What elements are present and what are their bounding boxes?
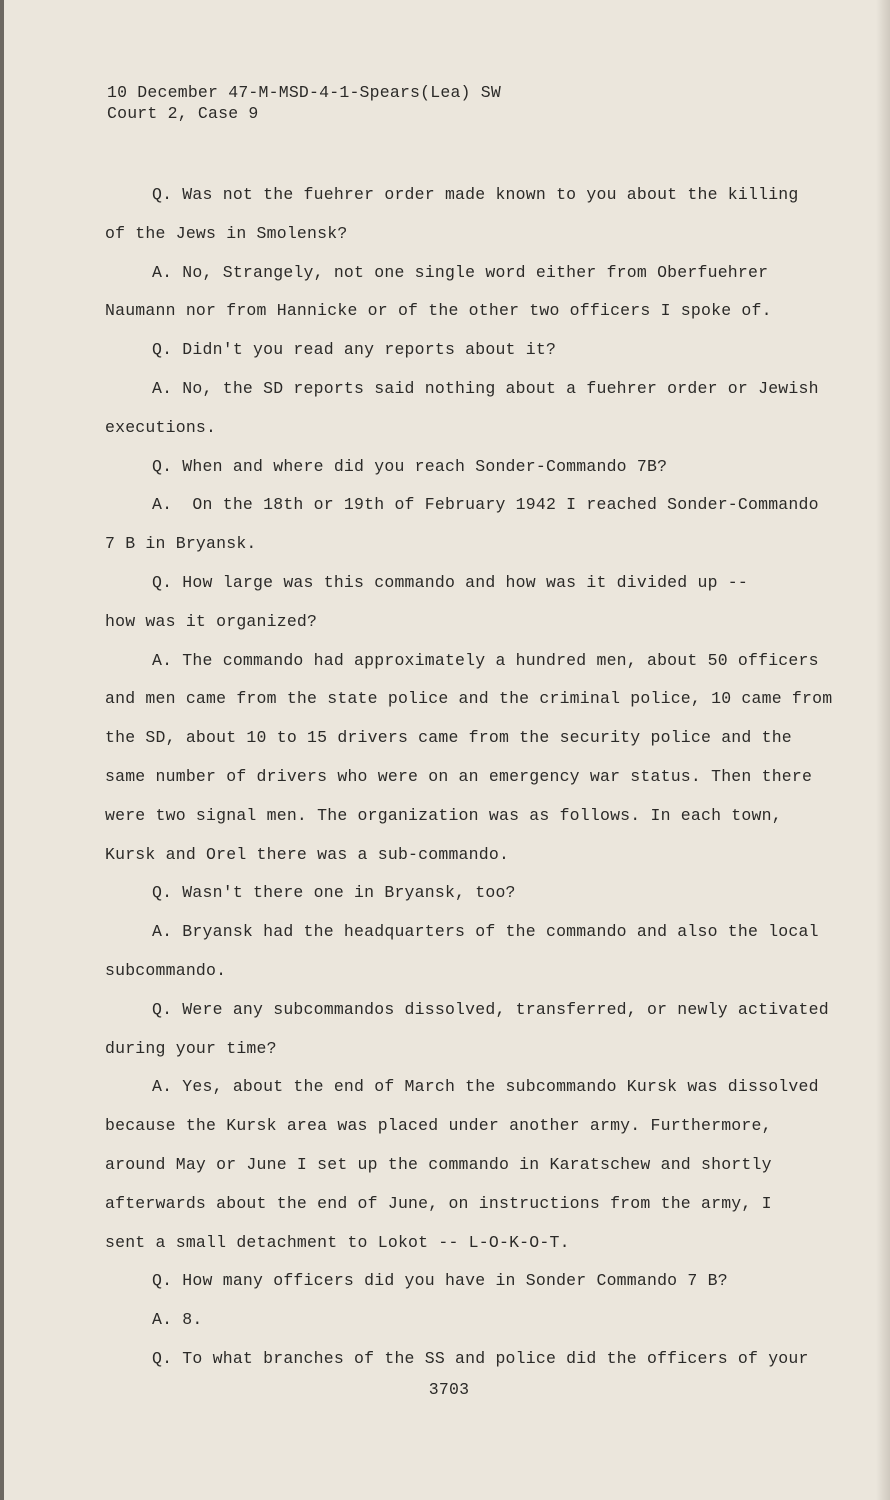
transcript-line: afterwards about the end of June, on instructions from the army, I	[105, 1193, 772, 1213]
transcript-line: of the Jews in Smolensk?	[105, 223, 348, 243]
transcript-line: Q. When and where did you reach Sonder-Commando 7B?	[152, 456, 668, 476]
transcript-line: how was it organized?	[105, 611, 318, 631]
transcript-line: Naumann nor from Hannicke or of the other two officers I spoke of.	[105, 301, 772, 321]
transcript-line: same number of drivers who were on an emergency war status. Then there	[105, 766, 813, 786]
transcript-line: A. No, the SD reports said nothing about a fuehrer order or Jewish	[152, 378, 819, 398]
transcript-line: executions.	[105, 417, 217, 437]
transcript-line: A. 8.	[152, 1310, 203, 1330]
transcript-line: Q. How many officers did you have in Sonder Commando 7 B?	[152, 1271, 728, 1291]
document-header	[107, 82, 501, 124]
transcript-line: A. On the 18th or 19th of February 1942 I reached Sonder-Commando	[152, 495, 819, 515]
transcript-line: Kursk and Orel there was a sub-commando.	[105, 844, 510, 864]
transcript-line: Q. Was not the fuehrer order made known to you about the killing	[152, 185, 799, 204]
transcript-line: A. No, Strangely, not one single word either from Oberfuehrer	[152, 262, 769, 282]
transcript-line: Q. Were any subcommandos dissolved, transferred, or newly activated	[152, 999, 829, 1019]
transcript-line: and men came from the state police and the criminal police, 10 came from	[105, 689, 833, 709]
transcript-line: Q. Didn't you read any reports about it?	[152, 340, 557, 360]
transcript-line: A. The commando had approximately a hundred men, about 50 officers	[152, 650, 819, 670]
header-court-line: Court 2, Case 9	[107, 104, 259, 123]
transcript-line: A. Bryansk had the headquarters of the commando and also the local	[152, 922, 819, 942]
transcript-line: Q. To what branches of the SS and police did the officers of your	[152, 1348, 809, 1368]
transcript-line: A. Yes, about the end of March the subcommando Kursk was dissolved	[152, 1077, 819, 1097]
transcript-line: the SD, about 10 to 15 drivers came from the security police and the	[105, 728, 792, 748]
transcript-line: were two signal men. The organization was as follows. In each town,	[105, 805, 782, 825]
page-number: 3703	[428, 1380, 470, 1399]
transcript-body	[105, 176, 835, 1379]
transcript-line: 7 B in Bryansk.	[105, 534, 257, 554]
transcript-line: around May or June I set up the commando in Karatschew and shortly	[105, 1154, 772, 1174]
transcript-line: Q. How large was this commando and how was it divided up --	[152, 572, 748, 592]
transcript-line: Q. Wasn't there one in Bryansk, too?	[152, 883, 516, 903]
transcript-line: subcommando.	[105, 960, 227, 980]
transcript-line: sent a small detachment to Lokot -- L-O-K-O-T.	[105, 1232, 570, 1252]
transcript-line: because the Kursk area was placed under another army. Furthermore,	[105, 1116, 772, 1136]
header-reference-line: 10 December 47-M-MSD-4-1-Spears(Lea) SW	[107, 83, 501, 102]
transcript-line: during your time?	[105, 1038, 277, 1058]
